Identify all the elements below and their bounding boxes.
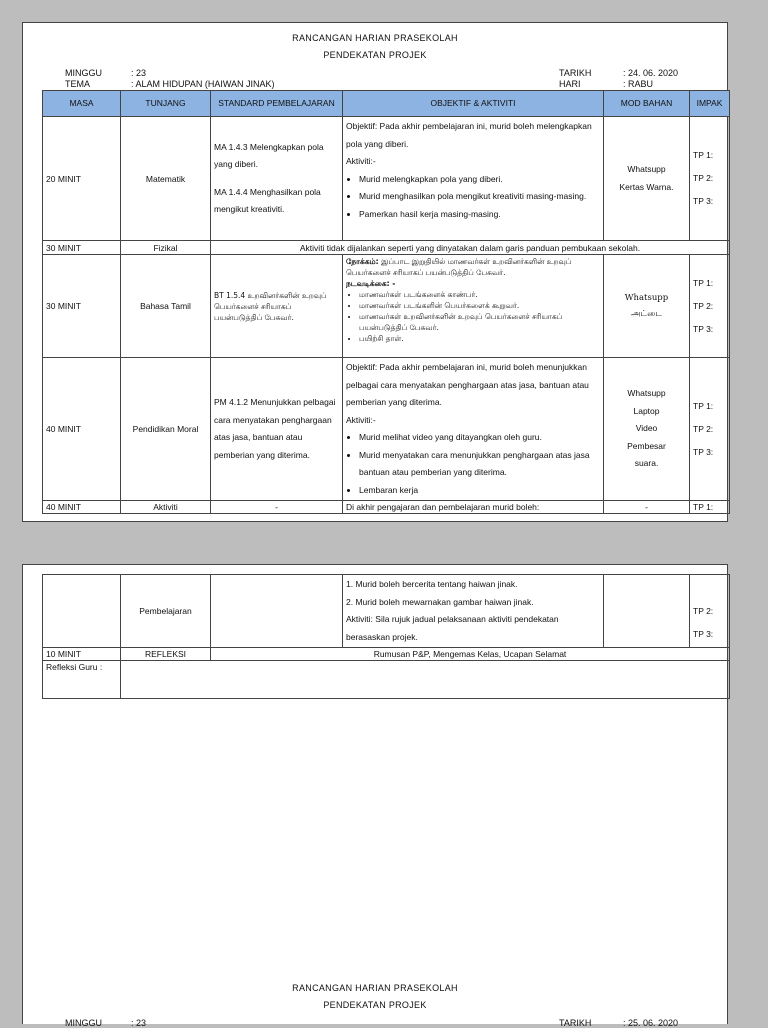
aktiviti-item: • பயிற்சி தாள். <box>359 333 600 344</box>
aktiviti-item: • மாணவர்கள் படங்களின் பெயர்களைக் கூறுவர். <box>359 300 600 311</box>
tunjang-cell: Fizikal <box>121 241 211 255</box>
tp-label: TP 1: <box>693 150 714 160</box>
mod-bahan-text: Whatsupp <box>624 293 669 303</box>
tp-label: TP 1: <box>693 277 714 288</box>
lesson-plan-table-continued <box>42 574 730 699</box>
col-header-impak: IMPAK <box>690 91 730 117</box>
mod-bahan-cell <box>604 117 690 241</box>
standard-cell: - <box>211 501 343 514</box>
standard-cell: PM 4.1.2 Menunjukkan pelbagai cara menyatakan penghargaan atas jasa, bantuan atau pemberian yang diterima. <box>211 358 343 501</box>
merged-note-cell: Aktiviti tidak dijalankan seperti yang dinyatakan dalam garis panduan pembukaan sekolah. <box>211 241 730 255</box>
col-header-tunjang: TUNJANG <box>121 91 211 117</box>
next-page-subtitle: PENDEKATAN PROJEK <box>323 1000 427 1010</box>
standard-text: MA 1.4.4 Menghasilkan pola mengikut kreativiti. <box>214 186 321 214</box>
mod-bahan-text: Laptop <box>633 405 660 416</box>
impak-cell: TP 1: <box>690 501 730 514</box>
objektif-text: Objektif: Pada akhir pembelajaran ini, murid boleh melengkapkan pola yang diberi. <box>346 121 592 149</box>
masa-cell <box>43 575 121 648</box>
masa-cell: 30 MINIT <box>43 255 121 358</box>
page-subtitle: PENDEKATAN PROJEK <box>323 50 427 60</box>
next-minggu-label: MINGGU <box>65 1018 102 1028</box>
next-page-title: RANCANGAN HARIAN PRASEKOLAH <box>292 983 458 993</box>
tunjang-cell: Pembelajaran <box>121 575 211 648</box>
aktiviti-item: • Lembaran kerja <box>359 482 600 500</box>
aktiviti-item: • மாணவர்கள் படங்களைக் காண்பர். <box>359 289 600 300</box>
col-header-objektif: OBJEKTIF & AKTIVITI <box>343 91 604 117</box>
tp-label: TP 1: <box>693 400 714 411</box>
objektif-item: 1. Murid boleh bercerita tentang haiwan jinak. <box>346 579 518 589</box>
objektif-label: நோக்கம்: <box>346 257 379 266</box>
tunjang-cell: REFLEKSI <box>121 648 211 661</box>
tp-label: TP 2: <box>693 423 714 434</box>
next-tarikh-label: TARIKH <box>559 1018 592 1028</box>
aktiviti-item: • Murid menyatakan cara menunjukkan penghargaan atas jasa bantuan atau pemberian yang diterima. <box>359 447 600 482</box>
aktiviti-item: • மாணவர்கள் உறவினர்களின் உறவுப் பெயர்களைச் சரியாகப் பயன்படுத்திப் பேசுவர். <box>359 311 600 333</box>
refleksi-guru-label: Refleksi Guru : <box>43 661 121 699</box>
standard-cell <box>211 575 343 648</box>
masa-cell: 30 MINIT <box>43 241 121 255</box>
masa-cell: 40 MINIT <box>43 501 121 514</box>
table-header-row <box>43 91 730 117</box>
tunjang-cell: Matematik <box>121 117 211 241</box>
refleksi-summary-cell: Rumusan P&P, Mengemas Kelas, Ucapan Selamat <box>211 648 730 661</box>
masa-cell: 10 MINIT <box>43 648 121 661</box>
tp-label: TP 3: <box>693 196 714 206</box>
impak-cell <box>690 358 730 501</box>
aktiviti-item: • Murid menghasilkan pola mengikut kreativiti masing-masing. <box>359 188 600 206</box>
aktiviti-label: Aktiviti:- <box>346 414 376 425</box>
document-page-2 <box>22 564 728 1028</box>
tp-label: TP 3: <box>693 629 714 639</box>
standard-text: MA 1.4.3 Melengkapkan pola yang diberi. <box>214 141 324 169</box>
page-title: RANCANGAN HARIAN PRASEKOLAH <box>292 33 458 43</box>
col-header-standard: STANDARD PEMBELAJARAN <box>211 91 343 117</box>
impak-cell <box>690 575 730 648</box>
masa-cell: 40 MINIT <box>43 358 121 501</box>
table-row <box>43 255 730 358</box>
mod-bahan-text: Whatsupp <box>627 164 666 174</box>
refleksi-guru-cell <box>121 661 730 699</box>
mod-bahan-cell <box>604 255 690 358</box>
objektif-cell: Di akhir pengajaran dan pembelajaran murid boleh: <box>343 501 604 514</box>
table-row <box>43 501 730 514</box>
tunjang-cell: Aktiviti <box>121 501 211 514</box>
objektif-cell <box>343 255 604 358</box>
next-tarikh-value: : 25. 06. 2020 <box>623 1018 679 1028</box>
mod-bahan-text: Video <box>635 423 658 434</box>
mod-bahan-cell <box>604 358 690 501</box>
mod-bahan-text: அட்டை <box>630 309 663 319</box>
objektif-text: Objektif: Pada akhir pembelajaran ini, murid boleh menunjukkan pelbagai cara menyatakan penghargaan atas jasa, bantuan atau pemberian yang diterima. <box>346 362 589 407</box>
aktiviti-item: • Murid melengkapkan pola yang diberi. <box>359 171 600 189</box>
lesson-plan-table <box>42 90 730 514</box>
tp-label: TP 2: <box>693 606 714 616</box>
tarikh-label: TARIKH <box>559 68 592 78</box>
mod-bahan-cell <box>604 575 690 648</box>
tunjang-cell: Bahasa Tamil <box>121 255 211 358</box>
mod-bahan-cell: - <box>604 501 690 514</box>
hari-value: : RABU <box>623 79 654 89</box>
objektif-cell <box>343 117 604 241</box>
tunjang-cell: Pendidikan Moral <box>121 358 211 501</box>
impak-cell <box>690 117 730 241</box>
standard-cell: BT 1.5.4 உறவினர்களின் உறவுப் பெயர்களைச் சரியாகப் பயன்படுத்திப் பேசுவர். <box>211 255 343 358</box>
col-header-mod-bahan: MOD BAHAN <box>604 91 690 117</box>
table-row <box>43 241 730 255</box>
table-row <box>43 648 730 661</box>
objektif-item: 2. Murid boleh mewarnakan gambar haiwan jinak. <box>346 596 534 607</box>
aktiviti-item: • Pamerkan hasil kerja masing-masing. <box>359 206 600 224</box>
aktiviti-label: நடவடிக்கை: - <box>346 279 396 288</box>
tp-label: TP 3: <box>693 323 714 334</box>
aktiviti-item: • Murid melihat video yang ditayangkan oleh guru. <box>359 429 600 447</box>
tp-label: TP 2: <box>693 173 714 183</box>
next-minggu-value: : 23 <box>131 1018 147 1028</box>
standard-cell <box>211 117 343 241</box>
tp-label: TP 3: <box>693 446 714 457</box>
table-row <box>43 661 730 699</box>
table-row <box>43 575 730 648</box>
tp-label: TP 2: <box>693 300 714 311</box>
minggu-label: MINGGU <box>65 68 102 78</box>
objektif-text: இப்பாட இறுதியில் மாணவர்கள் உறவினர்களின் உறவுப் பெயர்களைச் சரியாகப் பயன்படுத்திப் பேசுவர். <box>346 257 572 277</box>
impak-cell <box>690 255 730 358</box>
minggu-value: : 23 <box>131 68 147 78</box>
table-row <box>43 117 730 241</box>
hari-label: HARI <box>559 79 581 89</box>
document-page-1 <box>22 22 728 522</box>
mod-bahan-text: Kertas Warna. <box>619 181 674 192</box>
col-header-masa: MASA <box>43 91 121 117</box>
table-row <box>43 358 730 501</box>
aktiviti-label: Aktiviti:- <box>346 156 376 166</box>
tema-value: : ALAM HIDUPAN (HAIWAN JINAK) <box>131 79 275 89</box>
objektif-item: Aktiviti: Sila rujuk jadual pelaksanaan aktiviti pendekatan berasaskan projek. <box>346 614 559 642</box>
masa-cell: 20 MINIT <box>43 117 121 241</box>
mod-bahan-text: Whatsupp <box>627 388 666 399</box>
objektif-cell <box>343 575 604 648</box>
mod-bahan-text: suara. <box>634 458 659 469</box>
objektif-cell <box>343 358 604 501</box>
tema-label: TEMA <box>65 79 91 89</box>
tarikh-value: : 24. 06. 2020 <box>623 68 679 78</box>
mod-bahan-text: Pembesar <box>627 440 666 451</box>
